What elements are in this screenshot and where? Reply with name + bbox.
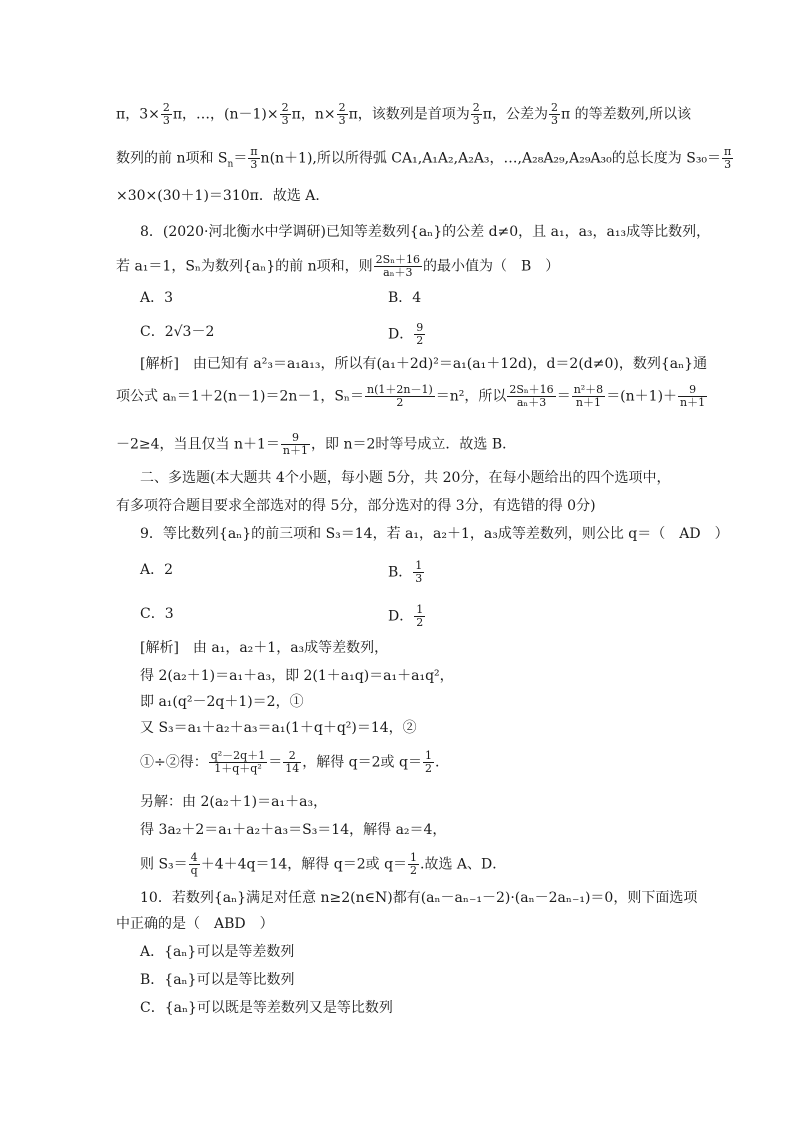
question-9: 9．等比数列{aₙ}的前三项和 S₃＝14，若 a₁，a₂＋1，a₃成等差数列，则公比 q＝（ AD ） [140, 526, 729, 542]
text-line-1: π，3× $\frac{2}{3}$ π，…，(n－1)× $\frac{2}{3}$ π，n× $\frac{2}{3}$ π，该数列是首项为 $\frac{2}{3}$ π，公差为 $\frac{2}{3}$ π 的等差数列,所以该 [116, 101, 692, 127]
fraction-sum: $\frac{n(1+2n-1)}{2}$ [367, 383, 433, 409]
fraction-2-14: $\frac{2}{14}$ [285, 749, 300, 775]
fraction-n28: $\frac{\text{n²＋8}}{n+1}$ [573, 383, 604, 409]
solution-9-line-7: 得 3a₂＋2＝a₁＋a₂＋a₃＝S₃＝14，解得 a₂＝4， [140, 822, 447, 838]
fraction-expression: $\frac{\text{2Sₙ＋16}}{\text{aₙ＋3}}$ [375, 253, 420, 279]
fraction-2-3: $\frac{2}{3}$ [281, 101, 289, 127]
solution-9-line-2: 得 2(a₂＋1)＝a₁＋a₃，即 2(1＋a₁q)＝a₁＋a₁q²， [140, 668, 454, 684]
option-10-A: A．{aₙ}可以是等差数列 [140, 944, 295, 960]
solution-8-line-1: [解析] 由已知有 a²₃＝a₁a₁₃，所以有(a₁＋2d)²＝a₁(a₁＋12d)，d＝2(d≠0)，数列{aₙ}通 [140, 356, 708, 372]
question-8-line-1: 8．(2020·河北衡水中学调研)已知等差数列{aₙ}的公差 d≠0，且 a₁，a₃，a₁₃成等比数列， [140, 224, 711, 240]
fraction-2-3: $\frac{2}{3}$ [472, 101, 480, 127]
fraction-q-ratio: $\frac{\text{q²－2q＋1}}{\text{1＋q＋q²}}$ [210, 749, 266, 775]
solution-8-line-3: －2≥4，当且仅当 n＋1＝ $\frac{9}{n+1}$ ，即 n＝2时等号成立．故选 B． [116, 431, 517, 457]
option-8-B: B．4 [388, 290, 422, 306]
section-2-heading-line-1: 二、多选题(本大题共 4个小题，每小题 5分，共 20分，在每小题给出的四个选项中， [140, 470, 671, 486]
solution-9-line-5: ①÷②得： $\frac{\text{q²－2q＋1}}{\text{1＋q＋q²}}$ ＝ $\frac{2}{14}$ ，解得 q＝2或 q＝ $\frac{1}{2}$ . [140, 749, 440, 775]
fraction-pi-3: $\frac{\pi}{3}$ [250, 145, 258, 171]
option-9-D: D． $\frac{1}{2}$ [388, 603, 424, 629]
fraction-2-3: $\frac{2}{3}$ [338, 101, 346, 127]
fraction-1-3: $\frac{1}{3}$ [415, 559, 423, 585]
fraction-4-q: $\frac{4}{q}$ [190, 851, 198, 877]
fraction-pi-3: $\frac{\pi}{3}$ [724, 145, 732, 171]
solution-9-line-3: 即 a₁(q²－2q＋1)＝2，① [140, 694, 304, 710]
text-line-2: 数列的前 n项和 $S_n=$ $\frac{\pi}{3}$ n(n＋1),所以所得弧 CA₁,A₁A₂,A₂A₃，…,A₂₈A₂₉,A₂₉A₃₀的总长度为 S₃₀＝ $\frac{\pi}{3}$ [116, 145, 732, 171]
option-8-D: D． $\frac{9}{2}$ [388, 321, 424, 347]
solution-9-line-8: 则 S₃＝ $\frac{4}{q}$ ＋4＋4q＝14，解得 q＝2或 q＝ $\frac{1}{2}$ .故选 A、D． [140, 851, 507, 877]
solution-9-line-4: 又 S₃＝a₁＋a₂＋a₃＝a₁(1＋q＋q²)＝14，② [140, 720, 417, 736]
fraction-9-np1: $\frac{9}{n+1}$ [282, 431, 309, 457]
fraction-1-2: $\frac{1}{2}$ [416, 603, 424, 629]
fraction-expression: $\frac{\text{2Sₙ＋16}}{\text{aₙ＋3}}$ [509, 383, 554, 409]
fraction-2-3: $\frac{2}{3}$ [162, 101, 170, 127]
solution-8-line-2: 项公式 aₙ＝1＋2(n－1)＝2n－1，Sₙ＝ $\frac{n(1+2n-1)}{2}$ ＝n²，所以 $\frac{\text{2Sₙ＋16}}{\text{aₙ＋3}}$ ＝ $\frac{\text{n²＋8}}{n+1}$ ＝(n＋1)＋ $\frac{9}{n+1}$ [116, 383, 706, 409]
fraction-9-np1: $\frac{9}{n+1}$ [680, 383, 706, 409]
fraction-9-2: $\frac{9}{2}$ [416, 321, 424, 347]
fraction-1-2: $\frac{1}{2}$ [424, 749, 432, 775]
option-9-A: A．2 [140, 562, 174, 578]
question-8-line-2: 若 a₁＝1，Sₙ为数列{aₙ}的前 n项和，则 $\frac{\text{2Sₙ＋16}}{\text{aₙ＋3}}$ 的最小值为（ B ） [116, 253, 560, 279]
option-9-C: C．3 [140, 606, 174, 622]
text-line-3: ×30×(30＋1)＝310π．故选 A． [116, 188, 330, 204]
question-10-line-2: 中正确的是（ ABD ） [116, 916, 274, 932]
question-10-line-1: 10．若数列{aₙ}满足对任意 n≥2(n∈N)都有(aₙ－aₙ₋₁－2)·(aₙ－2aₙ₋₁)＝0，则下面选项 [140, 890, 698, 906]
option-10-B: B．{aₙ}可以是等比数列 [140, 972, 295, 988]
fraction-1-2: $\frac{1}{2}$ [410, 851, 418, 877]
solution-9-line-6: 另解：由 2(a₂＋1)＝a₁＋a₃， [140, 794, 328, 810]
option-9-B: B． $\frac{1}{3}$ [388, 559, 423, 585]
option-8-C: C．2√3－2 [140, 324, 215, 340]
option-8-A: A．3 [140, 290, 174, 306]
fraction-2-3: $\frac{2}{3}$ [550, 101, 558, 127]
section-2-heading-line-2: 有多项符合题目要求全部选对的得 5分，部分选对的得 3分，有选错的得 0分) [116, 498, 596, 514]
solution-9-line-1: [解析] 由 a₁，a₂＋1，a₃成等差数列， [140, 640, 389, 656]
option-10-C: C．{aₙ}可以既是等差数列又是等比数列 [140, 1000, 393, 1016]
